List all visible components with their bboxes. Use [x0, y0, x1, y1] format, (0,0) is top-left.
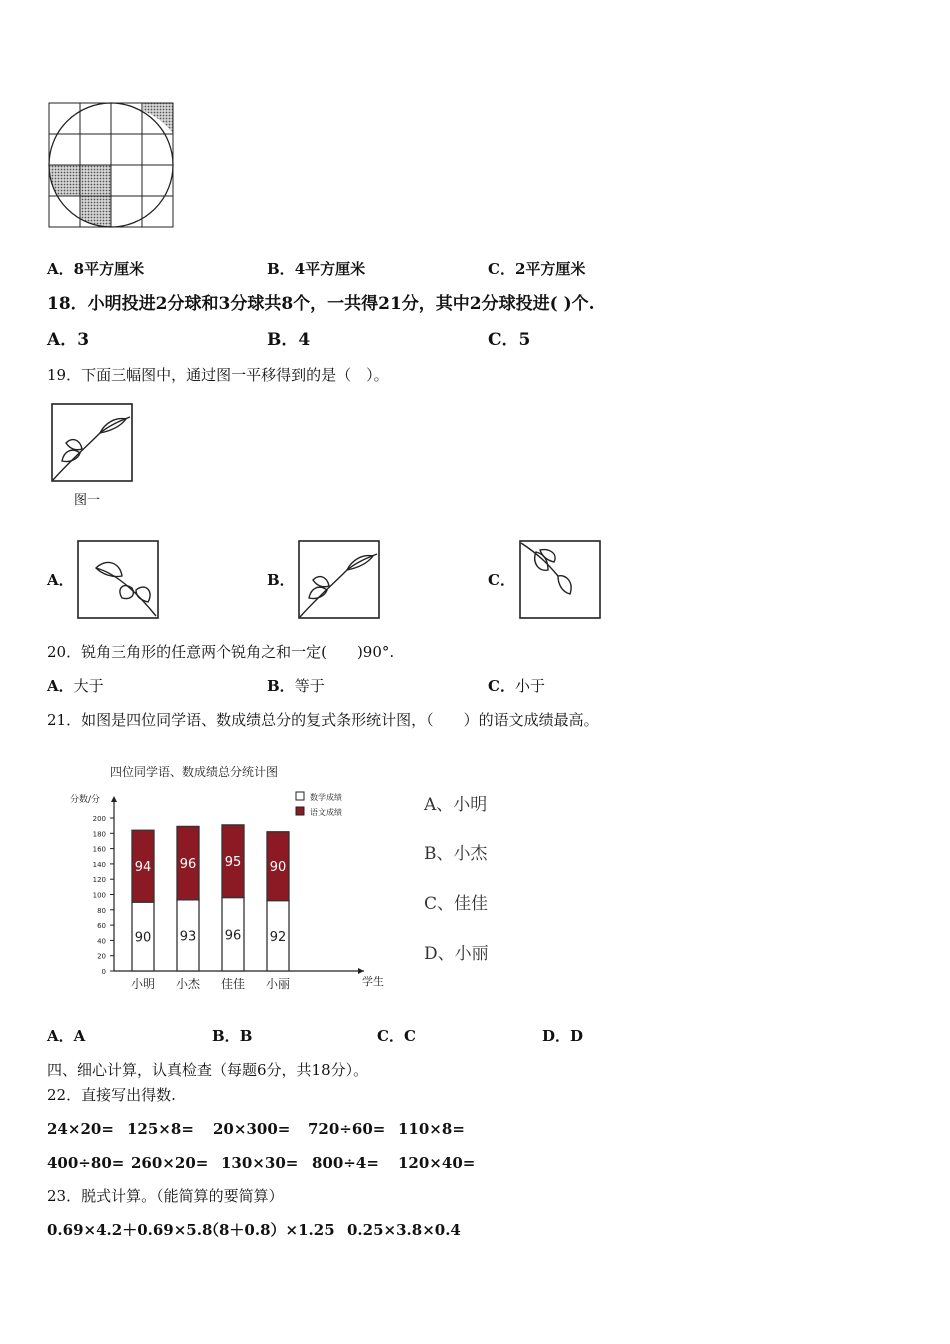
q22-calc: 120×40= — [398, 1154, 476, 1172]
option-text: 3 — [77, 330, 90, 350]
q18-option-b[interactable] — [267, 332, 310, 349]
option-letter: A． — [47, 1027, 74, 1045]
q19-stem: 19．下面三幅图中，通过图一平移得到的是（ ）。 — [47, 366, 389, 384]
chart-category-label: 小杰 — [175, 977, 201, 991]
q22-calc: 720÷60= — [308, 1120, 386, 1138]
q22-calc: 260×20= — [131, 1154, 209, 1172]
option-letter: A． — [47, 260, 74, 278]
option-text: 4平方厘米 — [294, 260, 366, 278]
q22-calc: 400÷80= — [47, 1154, 125, 1172]
option-letter: C． — [488, 260, 515, 278]
option-letter: A． — [47, 330, 78, 350]
q19-option-b[interactable]: B． — [267, 571, 295, 589]
q18-option-a[interactable] — [47, 332, 89, 349]
q23-expression: （8＋0.8）×1.25 — [204, 1221, 335, 1239]
option-letter: B． — [212, 1027, 240, 1045]
q21-figure-choice-b: B、小杰 — [424, 844, 488, 864]
chart-y-tick-label: 200 — [92, 815, 106, 823]
chart-y-tick-label: 100 — [92, 891, 106, 900]
q18-option-c[interactable] — [488, 332, 530, 349]
option-text: 4 — [298, 330, 311, 350]
option-text: 2平方厘米 — [514, 260, 586, 278]
chart-bar-chinese-label: 96 — [179, 857, 197, 873]
q20-option-a[interactable] — [47, 679, 104, 694]
option-text: 等于 — [294, 677, 325, 695]
option-letter: A． — [47, 677, 74, 695]
option-text: 小于 — [514, 677, 545, 695]
section4-heading: 四、细心计算，认真检查（每题6分，共18分）。 — [47, 1061, 369, 1079]
option-letter: C． — [377, 1027, 404, 1045]
option-text: A — [73, 1027, 86, 1045]
chart-y-tick-label: 120 — [92, 876, 106, 885]
q21-option-d[interactable] — [542, 1029, 583, 1044]
option-text: B — [239, 1027, 253, 1045]
chart-y-tick-label: 20 — [97, 952, 106, 961]
q19-figure-one-branch — [50, 403, 134, 483]
option-letter: B． — [267, 330, 299, 350]
chart-bar-math-label: 90 — [134, 930, 152, 946]
q23-expression: 0.69×4.2＋0.69×5.8 — [47, 1221, 213, 1239]
q20-option-c[interactable] — [488, 679, 545, 694]
q20-stem: 20．锐角三角形的任意两个锐角之和一定( )90°. — [47, 643, 395, 661]
q21-option-c[interactable] — [377, 1029, 416, 1044]
chart-y-tick-label: 80 — [97, 906, 106, 915]
option-text: 大于 — [73, 677, 104, 695]
option-letter: C． — [488, 677, 515, 695]
chart-y-tick-label: 0 — [101, 968, 106, 976]
option-letter: B． — [267, 260, 295, 278]
chart-category-label: 小丽 — [265, 977, 291, 991]
q21-option-b[interactable] — [212, 1029, 252, 1044]
chart-bar-math-label: 93 — [179, 929, 197, 945]
chart-bar-chinese-label: 90 — [269, 860, 287, 876]
chart-y-tick-label: 180 — [92, 830, 106, 839]
option-letter: D． — [542, 1027, 571, 1045]
q22-stem: 22．直接写出得数. — [47, 1086, 176, 1104]
chart-y-tick-label: 40 — [97, 937, 106, 946]
option-letter: B． — [267, 677, 295, 695]
q22-calc: 20×300= — [213, 1120, 291, 1138]
q17-circle-grid-figure — [48, 102, 176, 230]
chart-legend-swatch — [296, 807, 304, 815]
chart-y-tick-label: 140 — [92, 860, 106, 869]
chart-bar-math-label: 92 — [269, 929, 287, 945]
chart-bar-chinese-label: 95 — [224, 855, 242, 871]
q19-option-b-figure[interactable] — [297, 540, 381, 620]
chart-bar-chinese-label: 94 — [134, 860, 152, 876]
q23-stem: 23．脱式计算。（能简算的要简算） — [47, 1187, 284, 1205]
q19-option-a[interactable]: A． — [47, 571, 74, 589]
q19-option-a-figure[interactable] — [76, 540, 160, 620]
q22-calc: 125×8= — [127, 1120, 194, 1138]
chart-y-axis-arrow — [111, 796, 117, 802]
q19-option-c[interactable]: C． — [488, 571, 515, 589]
q21-option-a[interactable] — [47, 1029, 85, 1044]
q21-figure-choice-d: D、小丽 — [424, 944, 489, 964]
chart-category-label: 小明 — [130, 977, 156, 991]
q19-option-c-figure[interactable] — [518, 540, 602, 620]
chart-x-axis-arrow — [358, 968, 364, 974]
q21-figure-choice-a: A、小明 — [424, 795, 488, 815]
q23-expression: 0.25×3.8×0.4 — [347, 1221, 461, 1239]
option-text: C — [403, 1027, 416, 1045]
q22-calc: 24×20= — [47, 1120, 114, 1138]
chart-y-label: 分数/分 — [70, 795, 101, 805]
q21-stem: 21．如图是四位同学语、数成绩总分的复式条形统计图，（ ）的语文成绩最高。 — [47, 711, 599, 729]
chart-legend-label: 语文成绩 — [310, 808, 342, 817]
q20-option-b[interactable] — [267, 679, 325, 694]
option-text: D — [570, 1027, 584, 1045]
chart-legend-label: 数学成绩 — [310, 793, 342, 802]
option-text: 8平方厘米 — [73, 260, 145, 278]
chart-legend-swatch — [296, 792, 304, 800]
q22-calc: 800÷4= — [312, 1154, 379, 1172]
chart-category-label: 佳佳 — [220, 977, 246, 991]
q21-bar-chart — [70, 756, 384, 1000]
q18-stem: 18．小明投进2分球和3分球共8个，一共得21分，其中2分球投进( )个. — [47, 294, 595, 314]
option-text: 5 — [518, 330, 531, 350]
option-letter: C． — [488, 330, 519, 350]
q21-figure-choice-c: C、佳佳 — [424, 894, 489, 914]
chart-title: 四位同学语、数成绩总分统计图 — [110, 765, 279, 779]
q17-option-b[interactable] — [267, 262, 365, 277]
q22-calc: 110×8= — [398, 1120, 465, 1138]
q17-option-c[interactable] — [488, 262, 585, 277]
chart-bar-math-label: 96 — [224, 928, 242, 944]
q17-option-a[interactable] — [47, 262, 144, 277]
chart-y-tick-label: 160 — [92, 845, 106, 854]
q22-calc: 130×30= — [221, 1154, 299, 1172]
chart-x-label: 学生 — [362, 975, 384, 988]
q19-figure-caption: 图一 — [74, 493, 101, 508]
chart-y-tick-label: 60 — [97, 922, 106, 931]
